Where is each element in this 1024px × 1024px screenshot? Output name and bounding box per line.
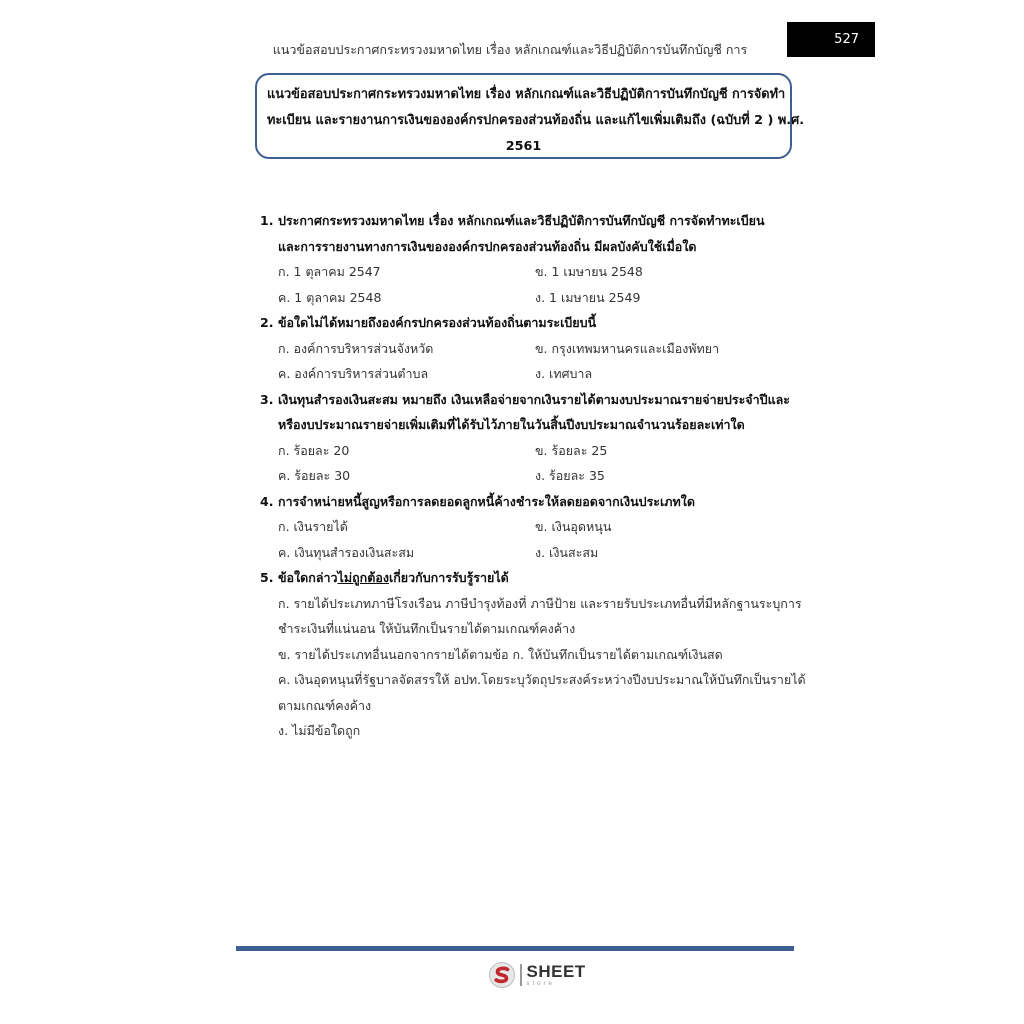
page-number: 527 <box>787 22 875 57</box>
question-stem <box>260 387 800 438</box>
footer-rule <box>236 946 794 951</box>
question-5 <box>260 565 806 744</box>
question-number: 4. <box>260 493 274 509</box>
question-1 <box>260 208 800 310</box>
question-3 <box>260 387 800 489</box>
option-d: ง. 1 เมษายน 2549 <box>535 289 641 305</box>
option-a: ก. ร้อยละ 20 <box>278 442 350 458</box>
option-b: ข. 1 เมษายน 2548 <box>535 264 643 279</box>
question-text: และการรายงานทางการเงินขององค์กรปกครองส่วนท้องถิ่น มีผลบังคับใช้เมื่อใด <box>278 238 697 254</box>
option-c: ค. เงินอุดหนุนที่รัฐบาลจัดสรรให้ อปท.โดยระบุวัตถุประสงค์ระหว่างปีงบประมาณให้บันทึกเป็นรายได้ <box>278 672 806 687</box>
option-b: ข. กรุงเทพมหานครและเมืองพัทยา <box>535 340 720 356</box>
options <box>260 336 800 387</box>
question-text: ข้อใดกล่าวไม่ถูกต้องเกี่ยวกับการรับรู้รายได้ <box>278 570 509 585</box>
option-d: ง. เงินสะสม <box>535 544 599 560</box>
option-a: ก. รายได้ประเภทภาษีโรงเรือน ภาษีบำรุงท้องที่ ภาษีป้าย และรายรับประเภทอื่นที่มีหลักฐานระบุการ <box>278 595 802 611</box>
underlined-emphasis: ไม่ถูกต้อง <box>337 570 389 585</box>
title-line: ทะเบียน และรายงานการเงินขององค์กรปกครองส่วนท้องถิ่น และแก้ไขเพิ่มเติมถึง (ฉบับที่ 2 ) พ.ศ. <box>267 113 805 128</box>
option-a: ก. เงินรายได้ <box>278 519 348 534</box>
question-text: หรืองบประมาณรายจ่ายเพิ่มเติมที่ได้รับไว้ภายในวันสิ้นปีงบประมาณจำนวนร้อยละเท่าใด <box>278 417 745 432</box>
question-number: 2. <box>260 315 274 330</box>
option-b: ข. ร้อยละ 25 <box>535 442 608 458</box>
question-stem <box>260 489 800 515</box>
question-stem <box>260 208 800 259</box>
option-c: ค. องค์การบริหารส่วนตำบล <box>278 366 429 381</box>
options <box>260 438 800 489</box>
option-a: ก. องค์การบริหารส่วนจังหวัด <box>278 340 434 356</box>
option-d: ง. ไม่มีข้อใดถูก <box>278 723 361 738</box>
question-stem <box>260 565 800 591</box>
option-c: ค. 1 ตุลาคม 2548 <box>278 289 382 305</box>
question-number: 5. <box>260 570 274 585</box>
question-text: ประกาศกระทรวงมหาดไทย เรื่อง หลักเกณฑ์และวิธีปฏิบัติการบันทึกบัญชี การจัดทำทะเบียน <box>278 213 765 228</box>
sheet-logo-icon <box>488 961 516 989</box>
title-line: แนวข้อสอบประกาศกระทรวงมหาดไทย เรื่อง หลักเกณฑ์และวิธีปฏิบัติการบันทึกบัญชี การจัดทำ <box>267 87 786 102</box>
logo-subtitle: store <box>526 981 555 987</box>
option-a-continued: ชำระเงินที่แน่นอน ให้บันทึกเป็นรายได้ตามเกณฑ์คงค้าง <box>278 621 576 636</box>
question-text: การจำหน่ายหนี้สูญหรือการลดยอดลูกหนี้ค้างชำระให้ลดยอดจากเงินประเภทใด <box>278 493 695 509</box>
option-b: ข. เงินอุดหนุน <box>535 519 612 534</box>
question-4 <box>260 489 800 566</box>
question-2 <box>260 310 800 387</box>
options <box>260 259 800 310</box>
sheet-store-logo <box>488 960 586 990</box>
running-header: แนวข้อสอบประกาศกระทรวงมหาดไทย เรื่อง หลักเกณฑ์และวิธีปฏิบัติการบันทึกบัญชี การ <box>272 42 748 57</box>
logo-divider <box>520 964 522 986</box>
options <box>260 591 806 744</box>
question-number: 3. <box>260 391 274 407</box>
logo-word: SHEET <box>526 962 586 981</box>
options <box>260 514 800 565</box>
option-d: ง. เทศบาล <box>535 366 593 381</box>
option-c: ค. เงินทุนสำรองเงินสะสม <box>278 544 415 560</box>
question-stem <box>260 310 800 336</box>
option-c-continued: ตามเกณฑ์คงค้าง <box>278 697 372 713</box>
option-c: ค. ร้อยละ 30 <box>278 468 351 483</box>
question-list <box>260 208 806 744</box>
option-d: ง. ร้อยละ 35 <box>535 468 605 483</box>
question-number: 1. <box>260 213 274 228</box>
question-text: เงินทุนสำรองเงินสะสม หมายถึง เงินเหลือจ่ายจากเงินรายได้ตามงบประมาณรายจ่ายประจำปีและ <box>278 391 790 407</box>
title-box <box>255 73 805 159</box>
title-line: 2561 <box>505 139 542 154</box>
question-text: ข้อใดไม่ได้หมายถึงองค์กรปกครองส่วนท้องถิ่นตามระเบียบนี้ <box>278 315 597 330</box>
option-b: ข. รายได้ประเภทอื่นนอกจากรายได้ตามข้อ ก. ให้บันทึกเป็นรายได้ตามเกณฑ์เงินสด <box>278 646 723 662</box>
option-a: ก. 1 ตุลาคม 2547 <box>278 264 381 279</box>
